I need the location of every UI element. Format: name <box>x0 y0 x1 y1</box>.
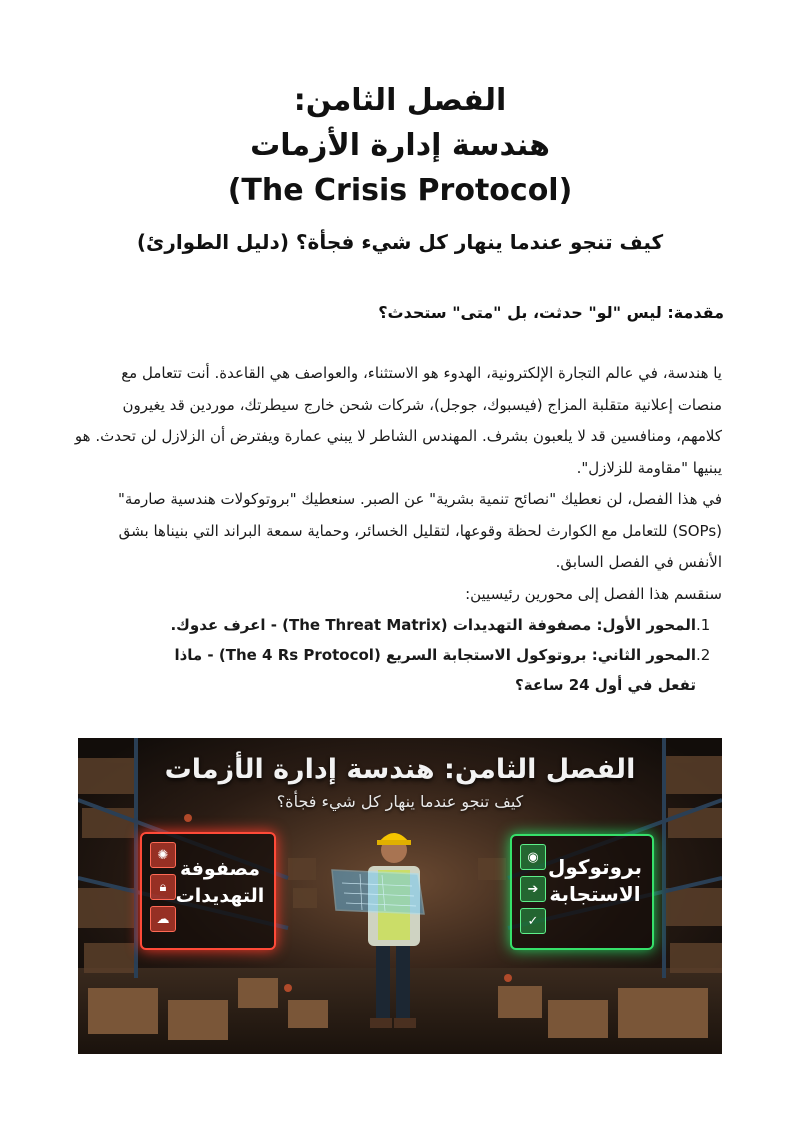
response-protocol-label <box>546 854 644 908</box>
threat-icons <box>150 842 176 932</box>
lock-icon: 🔒︎ <box>150 874 176 900</box>
check-icon: ✓ <box>520 908 546 934</box>
hologram-tablet <box>332 870 424 914</box>
chapter-title-line1: الفصل الثامن: <box>293 83 507 118</box>
intro-paragraph-2: في هذا الفصل، لن نعطيك "نصائح تنمية بشرية" عن الصبر. سنعطيك "بروتوكولات هندسية صارمة" (SOPs) للتعامل مع الكوارث لحظة وقوعها، لتقليل الخسائر، وحماية سمعة البراند التي بنيناها بشق الأنفس في الفصل السابق. <box>118 490 722 571</box>
chapter-banner-image <box>78 738 722 1054</box>
response-protocol-line1: بروتوكول <box>548 855 642 879</box>
response-protocol-panel <box>510 834 654 950</box>
list-item-text: المحور الثاني: بروتوكول الاستجابة السريع (The 4 Rs Protocol) - ماذا <box>174 646 696 664</box>
list-item <box>74 610 722 640</box>
threat-matrix-panel <box>140 832 276 950</box>
banner-title: الفصل الثامن: هندسة إدارة الأزمات <box>164 754 636 785</box>
list-item-text: المحور الأول: مصفوفة التهديدات (The Threat Matrix) - اعرف عدوك. <box>170 616 696 634</box>
threat-matrix-line2: التهديدات <box>175 885 265 907</box>
arrow-icon: ➔ <box>520 876 546 902</box>
threat-matrix-label <box>174 856 266 910</box>
list-item-number: 1. <box>696 616 711 634</box>
list-item-number: 2. <box>696 646 711 664</box>
storm-cloud-icon: ☁ <box>150 906 176 932</box>
eye-icon: ◉ <box>520 844 546 870</box>
axes-intro: سنقسم هذا الفصل إلى محورين رئيسيين: <box>465 584 722 603</box>
list-item <box>74 640 722 700</box>
gear-icon: ✺ <box>150 842 176 868</box>
chapter-title <box>0 78 800 213</box>
chapter-title-line3: (The Crisis Protocol) <box>227 173 573 208</box>
response-protocol-line2: الاستجابة <box>549 882 641 906</box>
list-item-continuation: تفعل في أول 24 ساعة؟ <box>515 676 696 694</box>
chapter-title-line2: هندسة إدارة الأزمات <box>250 128 550 163</box>
chapter-subtitle: كيف تنجو عندما ينهار كل شيء فجأة؟ (دليل الطوارئ) <box>136 230 664 254</box>
intro-paragraph-1: يا هندسة، في عالم التجارة الإلكترونية، الهدوء هو الاستثناء، والعواصف هي القاعدة. أنت تتعامل مع منصات إعلانية متقلبة المزاج (فيسبوك، جوجل)، شركات شحن خارج سيطرتك، موردين قد يغيرون كلامهم، ومنافسين قد لا يلعبون بشرف. المهندس الشاطر لا يبني عمارة ويفترض أن الزلازل لن تحدث. هو يبنيها "مقاومة للزلازل". <box>74 364 722 477</box>
protocol-icons <box>520 844 546 934</box>
intro-body <box>74 358 722 700</box>
intro-heading: مقدمة: ليس "لو" حدثت، بل "متى" ستحدث؟ <box>378 303 724 322</box>
axes-list <box>74 610 722 700</box>
banner-subtitle: كيف تنجو عندما ينهار كل شيء فجأة؟ <box>276 792 524 811</box>
threat-matrix-line1: مصفوفة <box>179 858 261 880</box>
